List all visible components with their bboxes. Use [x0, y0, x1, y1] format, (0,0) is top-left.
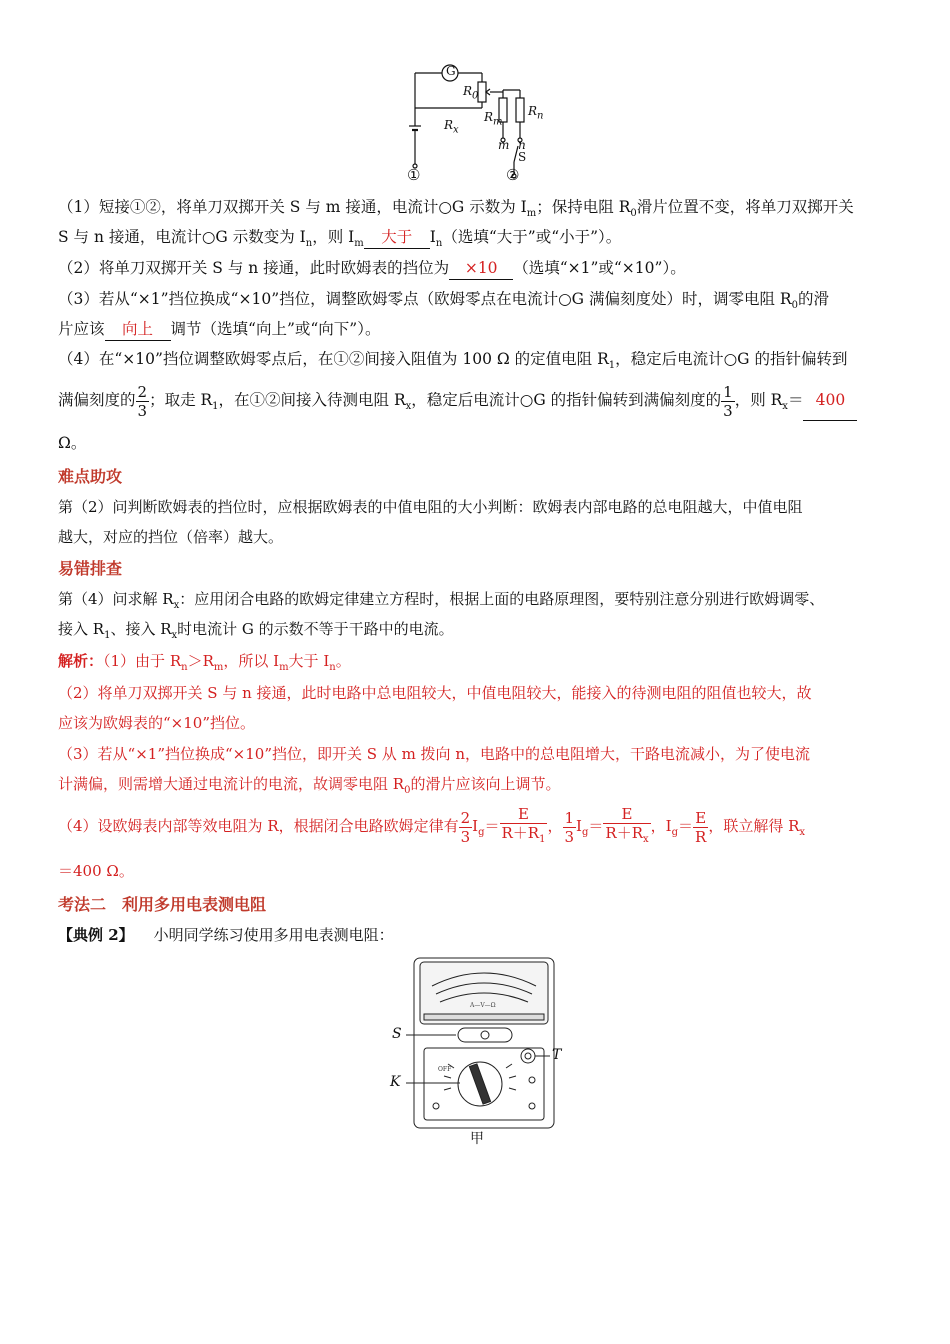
- q3-line1: （3）若从“×1”挡位换成“×10”挡位，调整欧姆零点（欧姆零点在电流计○G 满偏刻度处）时，调零电阻 $R_0$的滑: [58, 290, 829, 312]
- circuit-diagram: [400, 56, 550, 188]
- q4-line2: 满偏刻度的 $\frac{2}{3}$ ；取走 $R_1$，在①②间接入待测电阻 $R_x$，稳定后电流计○G 的指针偏转到满偏刻度的 $\frac{1}{3}$ ，则 $R_x= 400$: [58, 380, 857, 427]
- selector-knob: [469, 1064, 490, 1104]
- resistor-rn: [516, 98, 524, 122]
- terminal-1: ①: [407, 166, 421, 184]
- difficulty-line1: 第（2）问判断欧姆表的挡位时，应根据欧姆表的中值电阻的大小判断：欧姆表内部电路的总电阻越大，中值电阻: [58, 498, 803, 516]
- meter-label-t: T: [552, 1047, 562, 1063]
- difficulty-line2: 越大，对应的挡位（倍率）越大。: [58, 528, 284, 546]
- analysis-p2-line2: 应该为欧姆表的“×10”挡位。: [58, 714, 255, 732]
- difficulty-heading: 难点助攻: [58, 467, 123, 486]
- analysis-p4-line1: （4）设欧姆表内部等效电阻为 R，根据闭合电路欧姆定律有 $\frac{2}{3}$ $I_g=$ $\frac{E}{R+R_1}$ ， $\frac{1}{3}$ $I_g=$ $\frac{E}{R+R_x}$ ，$I_g=$ $\frac{E}{R}$ ，联立解得 $R_x$: [58, 805, 806, 846]
- circuit-label-n: n: [518, 138, 526, 152]
- q4-line3: Ω。: [58, 434, 87, 452]
- circuit-label-rx: $R_x$: [444, 118, 459, 136]
- circuit-label-rn: $R_n$: [528, 104, 544, 122]
- example2-label: 【典例 2】: [58, 926, 134, 944]
- q3-line2: 片应该 向上 调节（选填“向上”或“向下”）。: [58, 318, 380, 341]
- meter-label-k: K: [390, 1074, 401, 1090]
- fraction-one-third: $\frac{1}{3}$: [723, 382, 733, 420]
- circuit-label-m: m: [498, 138, 510, 152]
- analysis-label: 解析：: [58, 652, 104, 670]
- circuit-label-g: G: [446, 64, 456, 78]
- zero-adjust-screw: [481, 1031, 489, 1039]
- q1-answer: 大于: [364, 226, 430, 249]
- q1-line1: （1）短接①②，将单刀双掷开关 S 与 m 接通，电流计○G 示数为 $I_m$；保持电阻 $R_0$滑片位置不变，将单刀双掷开关: [58, 198, 854, 220]
- ohm-adjust-knob: [521, 1049, 535, 1063]
- mistakes-line1: 第（4）问求解 $R_x$：应用闭合电路的欧姆定律建立方程时，根据上面的电路原理图，要特别注意分别进行欧姆调零、: [58, 590, 825, 611]
- mistakes-line2: 接入 $R_1$、接入 $R_x$时电流计 G 的示数不等于干路中的电流。: [58, 620, 454, 641]
- circuit-label-rm: $R_m$: [484, 110, 503, 128]
- q2-answer: ×10: [449, 257, 513, 280]
- q2-line: （2）将单刀双掷开关 S 与 n 接通，此时欧姆表的挡位为 ×10 （选填“×1”或“×10”）。: [58, 257, 686, 280]
- mistakes-heading: 易错排查: [58, 559, 123, 578]
- terminal-2: ②: [506, 166, 520, 184]
- meter-caption: 甲: [470, 1131, 484, 1147]
- analysis-p2-line1: （2）将单刀双掷开关 S 与 n 接通，此时电路中总电阻较大，中值电阻较大，能接入的待测电阻的阻值也较大，故: [58, 684, 812, 702]
- analysis-p3-line2: 计满偏，则需增大通过电流计的电流，故调零电阻 $R_0$的滑片应该向上调节。: [58, 775, 561, 796]
- meter-scale-text: A—V—Ω: [470, 1002, 496, 1009]
- example2-line: 【典例 2】 小明同学练习使用多用电表测电阻：: [58, 926, 394, 944]
- q4-answer: 400: [803, 380, 857, 421]
- multimeter-figure: [384, 956, 574, 1136]
- q4-line1: （4）在“×10”挡位调整欧姆零点后，在①②间接入阻值为 100 Ω 的定值电阻 $R_1$，稳定后电流计○G 的指针偏转到: [58, 350, 848, 372]
- q3-answer: 向上: [105, 318, 171, 341]
- circuit-label-s: S: [518, 150, 527, 164]
- q1-line2: S 与 n 接通，电流计○G 示数变为 $I_n$，则 $I_m$ 大于 $I_n$（选填“大于”或“小于”）。: [58, 228, 622, 250]
- circuit-label-r0: $R_0$: [463, 84, 479, 102]
- analysis-p3-line1: （3）若从“×1”挡位换成“×10”挡位，即开关 S 从 m 拨向 n，电路中的总电阻增大，干路电流减小，为了使电流: [58, 745, 810, 763]
- method2-heading: 考法二 利用多用电表测电阻: [58, 895, 267, 914]
- analysis-p1: 解析：（1）由于 $R_n>R_m$，所以 $I_m$大于 $I_n$。: [58, 652, 351, 673]
- meter-label-s: S: [392, 1026, 402, 1042]
- fraction-two-thirds: $\frac{2}{3}$: [137, 382, 148, 420]
- analysis-p4-line2: ＝400 Ω。: [58, 862, 134, 880]
- meter-dial-off: OFF: [438, 1066, 452, 1073]
- resistor-r0: [478, 82, 486, 102]
